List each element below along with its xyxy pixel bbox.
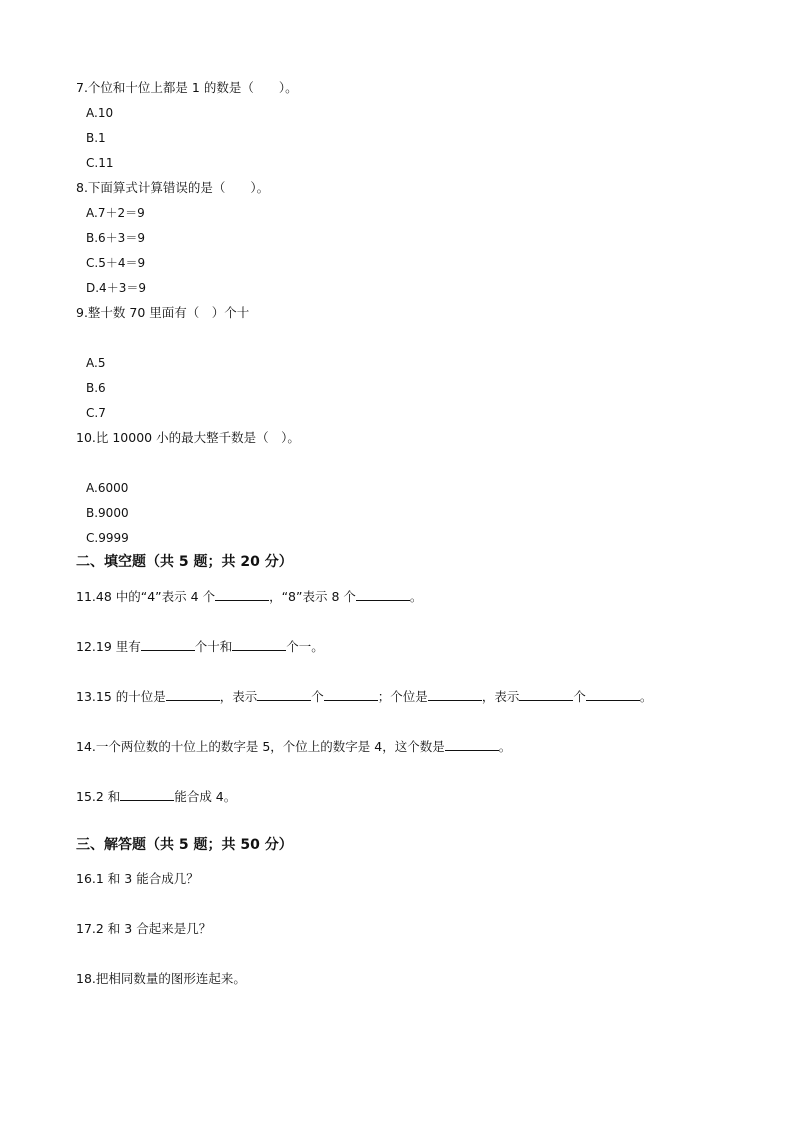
question-8-stem: 8.下面算式计算错误的是（ ）。 — [76, 180, 270, 195]
section-2-heading: 二、填空题（共 5 题；共 20 分） — [76, 554, 293, 570]
question-13-text-7: 。 — [639, 689, 653, 704]
question-11-blank-1 — [215, 588, 269, 601]
question-14-text-1: 14.一个两位数的十位上的数字是 5，个位上的数字是 4，这个数是 — [76, 739, 445, 754]
question-13-text-1: 13.15 的十位是 — [76, 689, 166, 704]
question-11-text-1: 11.48 中的“4”表示 4 个 — [76, 589, 216, 604]
question-12 — [76, 638, 324, 655]
question-12-blank-2 — [232, 638, 286, 651]
question-8-option-b: B.6＋3＝9 — [86, 231, 145, 245]
question-16-stem: 16.1 和 3 能合成几？ — [76, 871, 199, 886]
question-13-text-6: 个 — [573, 689, 586, 704]
question-14-blank-1 — [445, 738, 499, 751]
question-12-text-2: 个十和 — [194, 639, 233, 654]
question-12-blank-1 — [141, 638, 195, 651]
question-11-text-2: ，“8”表示 8 个 — [269, 589, 356, 604]
question-13-blank-3 — [324, 688, 378, 701]
question-8-option-c: C.5＋4＝9 — [86, 256, 146, 270]
question-15-blank-1 — [120, 788, 174, 801]
question-13-blank-2 — [257, 688, 311, 701]
question-18-stem: 18.把相同数量的图形连起来。 — [76, 971, 246, 986]
question-13-text-5: ，表示 — [481, 689, 520, 704]
question-13-text-4: ；个位是 — [377, 689, 428, 704]
question-11 — [76, 588, 422, 605]
question-15 — [76, 788, 236, 805]
question-13-blank-4 — [428, 688, 482, 701]
question-7-option-b: B.1 — [86, 131, 106, 145]
question-11-text-3: 。 — [409, 589, 423, 604]
question-7-stem: 7.个位和十位上都是 1 的数是（ ）。 — [76, 80, 298, 95]
question-9-stem: 9.整十数 70 里面有（ ）个十 — [76, 305, 250, 320]
question-9-option-b: B.6 — [86, 381, 106, 395]
question-7-option-c: C.11 — [86, 156, 114, 170]
question-10-option-c: C.9999 — [86, 531, 129, 545]
question-9-option-c: C.7 — [86, 406, 106, 420]
question-12-text-1: 12.19 里有 — [76, 639, 141, 654]
question-13-text-2: ，表示 — [219, 689, 258, 704]
question-13-blank-1 — [166, 688, 220, 701]
question-11-blank-2 — [356, 588, 410, 601]
question-15-text-1: 15.2 和 — [76, 789, 121, 804]
question-17-stem: 17.2 和 3 合起来是几？ — [76, 921, 212, 936]
question-13 — [76, 688, 652, 705]
question-14 — [76, 738, 511, 755]
question-13-blank-5 — [519, 688, 573, 701]
question-9-option-a: A.5 — [86, 356, 106, 370]
question-10-option-b: B.9000 — [86, 506, 129, 520]
question-14-text-2: 。 — [498, 739, 512, 754]
question-12-text-3: 个一。 — [286, 639, 324, 654]
question-7-option-a: A.10 — [86, 106, 114, 120]
question-10-stem: 10.比 10000 小的最大整千数是（ ）。 — [76, 430, 300, 445]
question-10-option-a: A.6000 — [86, 481, 129, 495]
question-8-option-d: D.4＋3＝9 — [86, 281, 146, 295]
question-13-text-3: 个 — [311, 689, 324, 704]
section-3-heading: 三、解答题（共 5 题；共 50 分） — [76, 837, 293, 853]
question-13-blank-6 — [586, 688, 640, 701]
question-15-text-2: 能合成 4。 — [174, 789, 237, 804]
question-8-option-a: A.7＋2＝9 — [86, 206, 145, 220]
